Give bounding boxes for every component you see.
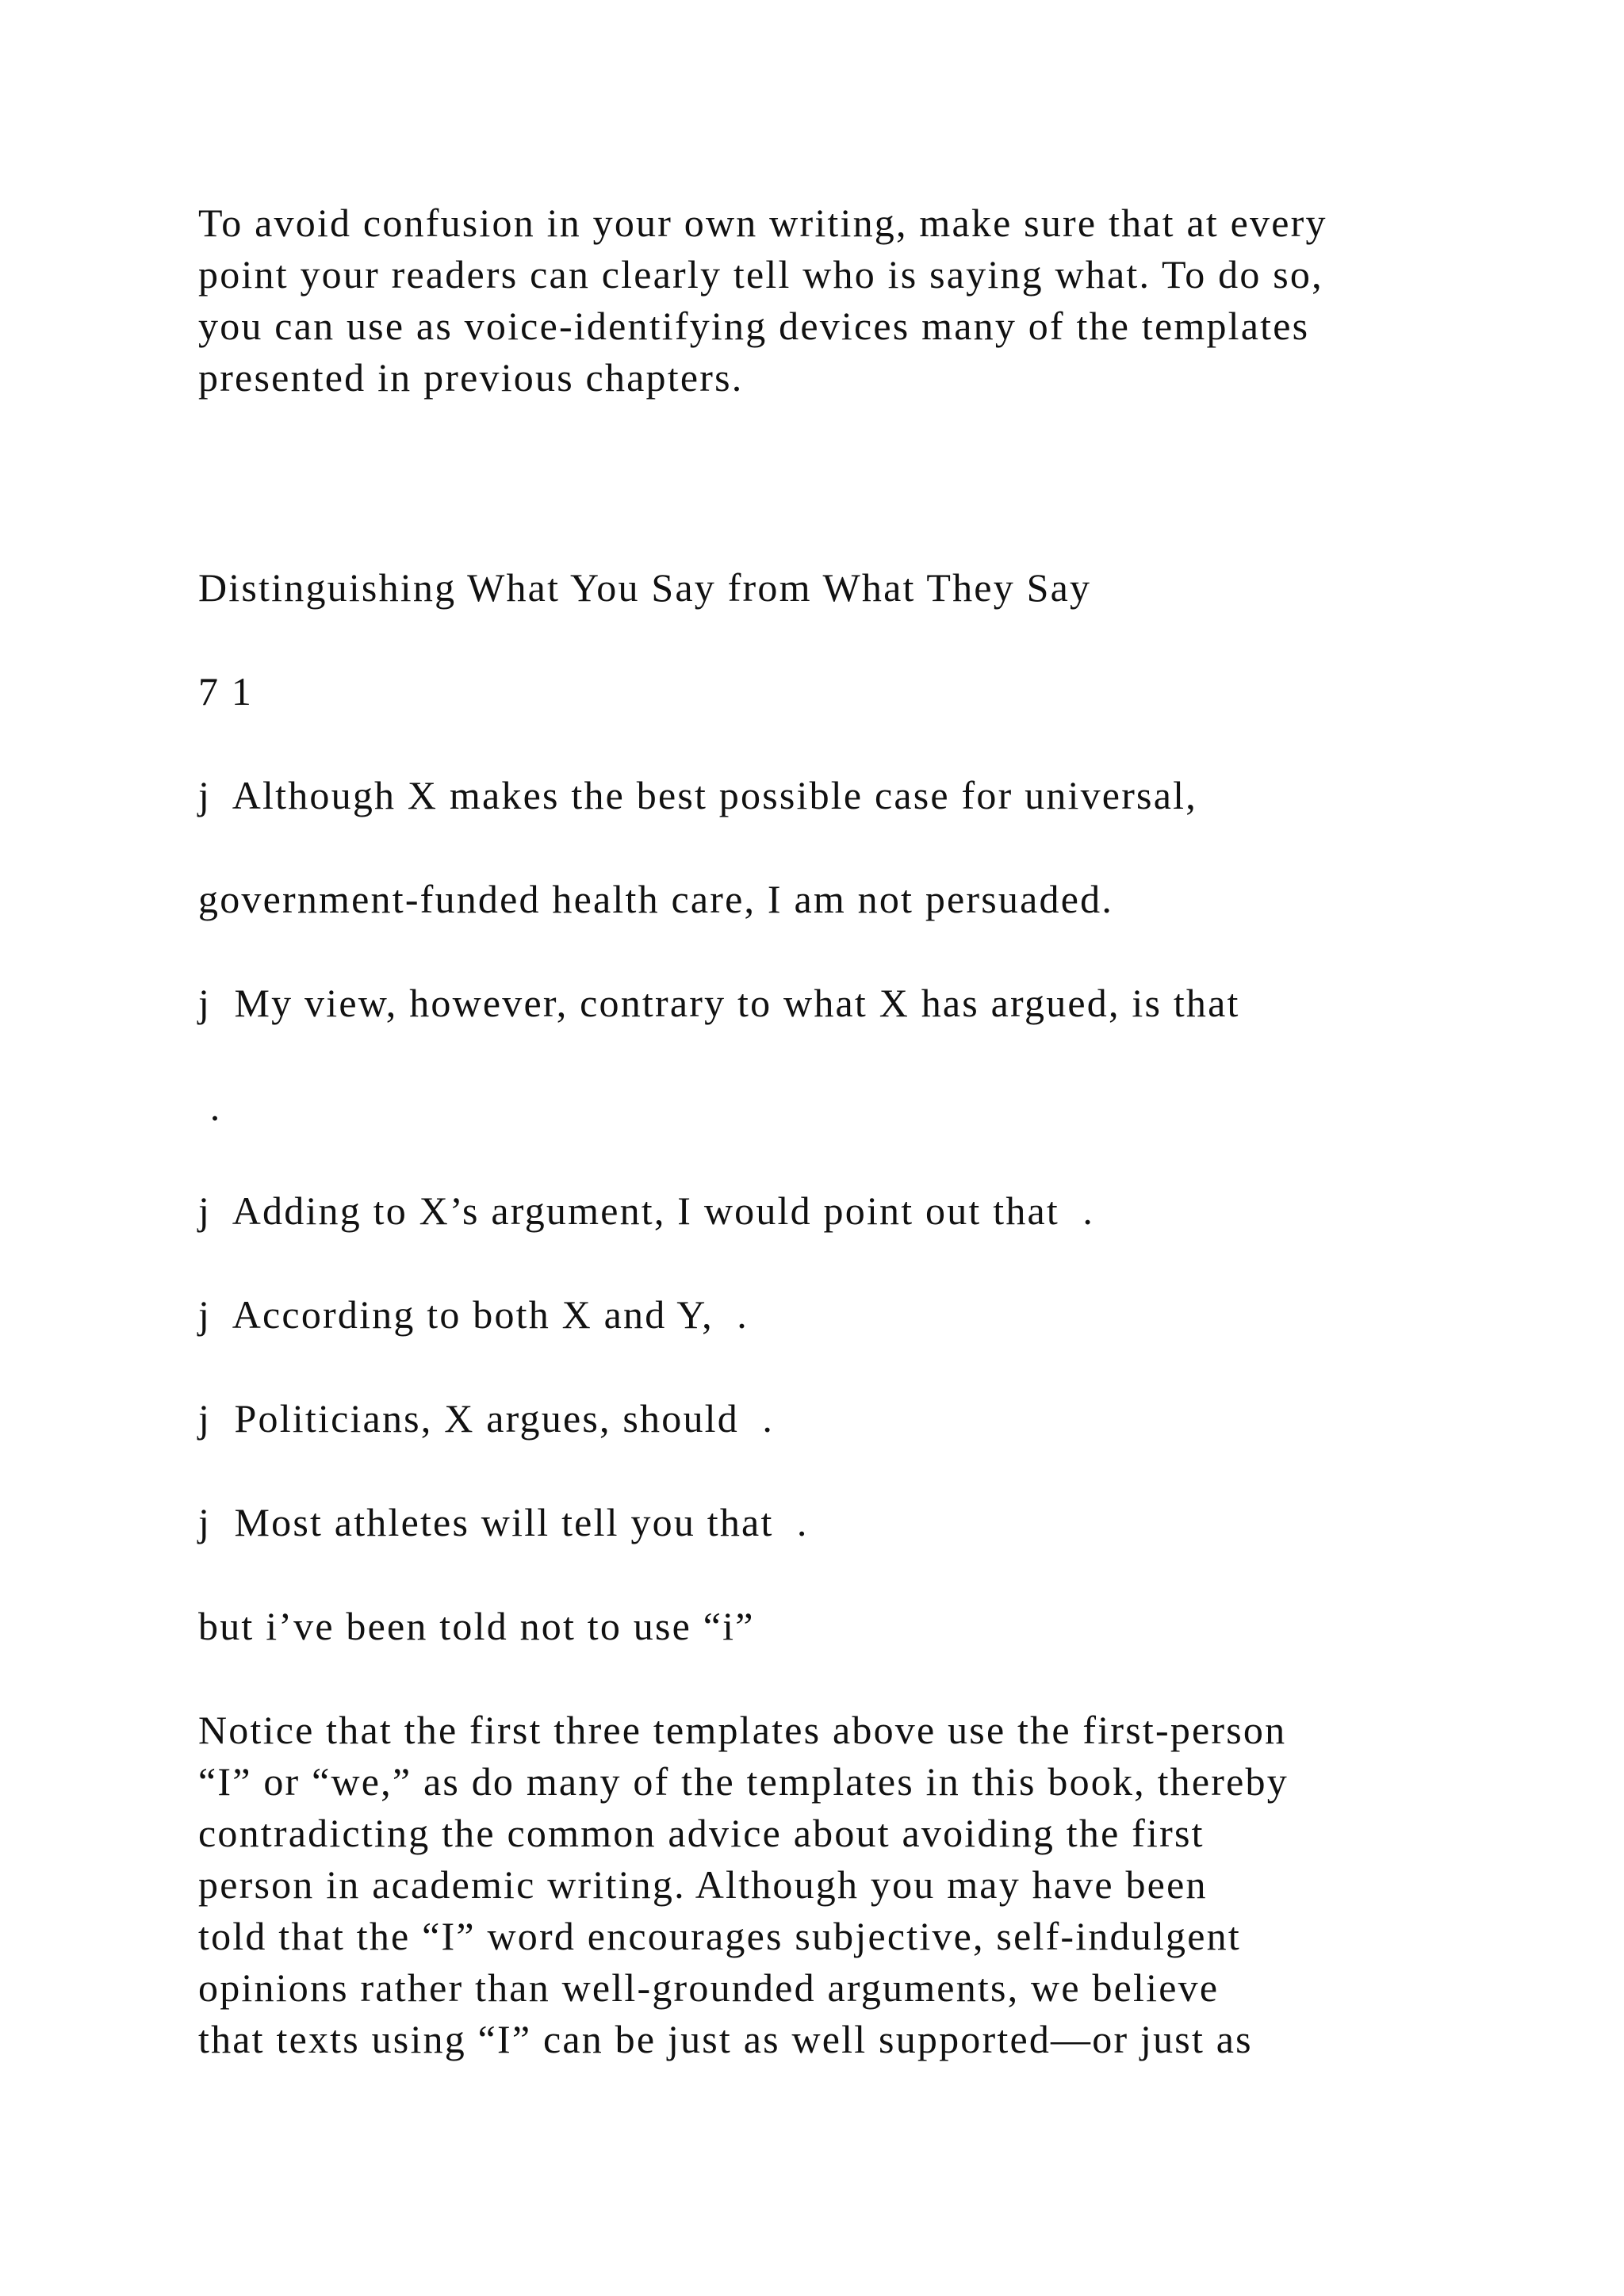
paragraph-line: you can use as voice-identifying devices many of the templates: [198, 304, 1310, 348]
paragraph-line: point your readers can clearly tell who is saying what. To do so,: [198, 252, 1323, 297]
paragraph-line: “I” or “we,” as do many of the templates in this book, thereby: [198, 1759, 1289, 1804]
paragraph-line: contradicting the common advice about avoiding the first: [198, 1811, 1205, 1855]
paragraph-line: To avoid confusion in your own writing, make sure that at every: [198, 201, 1327, 245]
template-line: j Politicians, X argues, should .: [198, 1396, 775, 1441]
template-line: j Adding to X’s argument, I would point out that .: [198, 1188, 1095, 1233]
paragraph-line: person in academic writing. Although you may have been: [198, 1862, 1208, 1907]
template-line: j Most athletes will tell you that .: [198, 1500, 809, 1544]
template-line: .: [198, 1085, 222, 1129]
section-heading: but i’ve been told not to use “i”: [198, 1604, 755, 1648]
template-line: government-funded health care, I am not persuaded.: [198, 877, 1114, 921]
template-line: j My view, however, contrary to what X has argued, is that: [198, 981, 1240, 1025]
running-header: Distinguishing What You Say from What They Say: [198, 565, 1092, 610]
paragraph-line: opinions rather than well-grounded arguments, we believe: [198, 1965, 1220, 2010]
page-number: 7 1: [198, 669, 254, 714]
paragraph-line: presented in previous chapters.: [198, 355, 744, 400]
paragraph-line: Notice that the first three templates above use the first-person: [198, 1708, 1287, 1752]
paragraph-line: told that the “I” word encourages subjective, self-indulgent: [198, 1914, 1241, 1958]
paragraph-line: that texts using “I” can be just as well supported—or just as: [198, 2017, 1253, 2061]
template-line: j Although X makes the best possible case for universal,: [198, 773, 1197, 817]
template-line: j According to both X and Y, .: [198, 1292, 749, 1337]
